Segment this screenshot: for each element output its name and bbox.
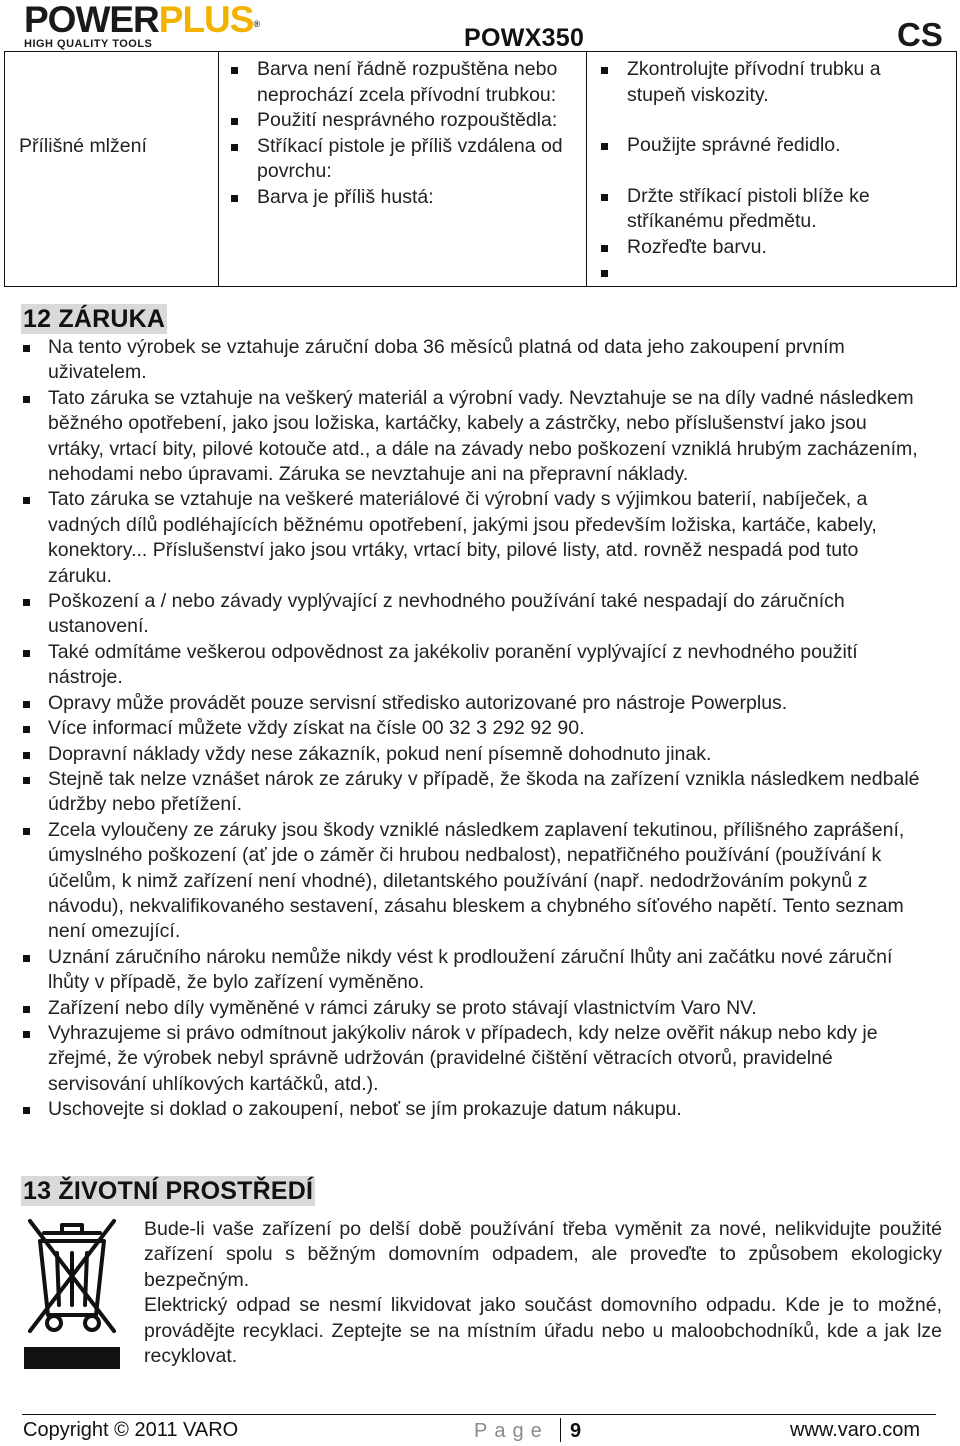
bullet-square-icon [23,599,30,606]
bullet-square-icon [231,67,238,74]
bullet-square-icon [601,270,608,277]
model-number: POWX350 [464,24,585,52]
bullet-square-icon [23,955,30,962]
remedy-item: Držte stříkací pistoli blíže ke stříkanému předmětu. [587,184,932,235]
footer-page-number: 9 [570,1420,582,1442]
remedies-cell [587,57,932,285]
bullet-square-icon [23,396,30,403]
warranty-list [22,335,922,1123]
bullet-square-icon [23,1107,30,1114]
footer-copyright: Copyright © 2011 VARO [23,1419,239,1441]
list-item: Více informací můžete vždy získat na čísle 00 32 3 292 92 90. [22,716,922,741]
remedy-item: Rozřeďte barvu. [587,235,932,261]
bullet-square-icon [23,726,30,733]
bullet-square-icon [23,1006,30,1013]
footer-page-label: Page [474,1420,549,1442]
logo-word-power: POWER [24,0,159,40]
footer-separator [560,1418,561,1442]
logo-tagline: HIGH QUALITY TOOLS [24,38,153,50]
bullet-square-icon [601,245,608,252]
list-item: Zařízení nebo díly vyměněné v rámci záruky se proto stávají vlastnictvím Varo NV. [22,996,922,1021]
bullet-square-icon [601,194,608,201]
list-item: Uznání záručního nároku nemůže nikdy vést k prodloužení záruční lhůty ani začátku nové záruční lhůty v případě, že bylo zařízení vyměněno. [22,945,922,996]
bullet-square-icon [23,345,30,352]
language-code: CS [897,16,943,53]
bullet-square-icon [23,1031,30,1038]
list-item: Vyhrazujeme si právo odmítnout jakýkoliv nárok v případech, kdy nelze ověřit nákup nebo kdy je zřejmé, že výrobek nebyl správně udržován (pravidelné čištění větracích otvorů, pravidelné servisování uhlíkových kartáčků, atd.). [22,1021,922,1097]
list-item: Opravy může provádět pouze servisní středisko autorizované pro nástroje Powerplus. [22,691,922,716]
causes-cell [219,57,569,210]
environment-paragraph: Elektrický odpad se nesmí likvidovat jako součást domovního odpadu. Kde je to možné, provádějte recyklaci. Zeptejte se na místním úřadu nebo u maloobchodníků, kde a jak lze recyklovat. [144,1294,942,1368]
bullet-square-icon [601,67,608,74]
powerplus-logo [24,0,294,50]
bullet-square-icon [231,195,238,202]
cause-item: Použití nesprávného rozpouštědla: [219,108,569,134]
bullet-square-icon [23,828,30,835]
bullet-square-icon [23,497,30,504]
environment-paragraph: Bude-li vaše zařízení po delší době používání třeba vyměnit za nové, nelikvidujte použité zařízení spolu s běžným domovním odpadem, ale proveďte to způsobem ekologicky bezpečným. [144,1218,942,1291]
bullet-square-icon [231,118,238,125]
list-item: Také odmítáme veškerou odpovědnost za jakékoliv poranění vyplývající z nevhodného použití nástroje. [22,640,922,691]
bullet-square-icon [23,777,30,784]
list-item: Uschovejte si doklad o zakoupení, neboť se jím prokazuje datum nákupu. [22,1097,922,1122]
logo-word-plus: PLUS [158,0,254,40]
remedy-item: Zkontrolujte přívodní trubku a stupeň viskozity. [587,57,932,108]
list-item: Stejně tak nelze vznášet nárok ze záruky v případě, že škoda na zařízení vznikla následkem nedbalé údržby nebo přetížení. [22,767,922,818]
environment-text [144,1217,942,1369]
environment-heading: 13 ŽIVOTNÍ PROSTŘEDÍ [23,1177,314,1205]
cause-item: Stříkací pistole je příliš vzdálena od povrchu: [219,134,569,185]
bullet-square-icon [231,144,238,151]
bullet-square-icon [23,752,30,759]
list-item: Poškození a / nebo závady vyplývající z nevhodného používání také nespadají do záručních ustanovení. [22,589,922,640]
crossed-out-wheelie-bin-icon [22,1213,122,1371]
troubleshooting-table [4,51,957,287]
list-item: Zcela vyloučeny ze záruky jsou škody vzniklé následkem zaplavení tekutinou, přílišného zaprášení, úmyslného poškození (ať jde o záměr či hrubou nedbalost), nepatřičného používání (používání k účelům, k nimž zařízení není vhodné), diletantského používání (např. nedodržováním pokynů z návodu), nekvalifikovaného sestavení, zásahu bleskem a chybného síťového napětí. Tento seznam není omezující. [22,818,922,945]
list-item: Na tento výrobek se vztahuje záruční doba 36 měsíců platná od data jeho zakoupení prvním uživatelem. [22,335,922,386]
cause-item: Barva je příliš hustá: [219,185,569,211]
bullet-square-icon [23,701,30,708]
footer-divider [22,1414,936,1415]
registered-mark: ® [253,19,260,29]
list-item: Tato záruka se vztahuje na veškerý materiál a výrobní vady. Nevztahuje se na díly vadné následkem běžného opotřebení, jako jsou ložiska, kartáčky, kabely a zástrčky, nebo příslušenství jako jsou vrtáky, vrtací bity, pilové kotouče atd., a dále na závady nebo poškození vzniklá hrubým zacházením, nehodami nebo úpravami. Záruka se nevztahuje ani na přepravní náklady. [22,386,922,488]
cause-item: Barva není řádně rozpuštěna nebo neprochází zcela přívodní trubkou: [219,57,569,108]
bullet-square-icon [601,143,608,150]
remedy-item: Použijte správné ředidlo. [587,133,932,159]
list-item: Dopravní náklady vždy nese zákazník, pokud není písemně dohodnuto jinak. [22,742,922,767]
problem-cell: Přílišné mlžení [19,135,147,157]
remedy-item-empty [587,260,932,285]
bullet-square-icon [23,650,30,657]
footer-url: www.varo.com [790,1419,921,1441]
list-item: Tato záruka se vztahuje na veškeré materiálové či výrobní vady s výjimkou baterií, nabíječek, a vadných dílů podléhajících běžnému opotřebení, jakými jsou především ložiska, kartáče, kabely, konektory... Příslušenství jako jsou vrtáky, vrtací bity, pilové listy, atd. rovněž nespadá pod tuto záruku. [22,487,922,589]
warranty-heading: 12 ZÁRUKA [23,305,166,333]
